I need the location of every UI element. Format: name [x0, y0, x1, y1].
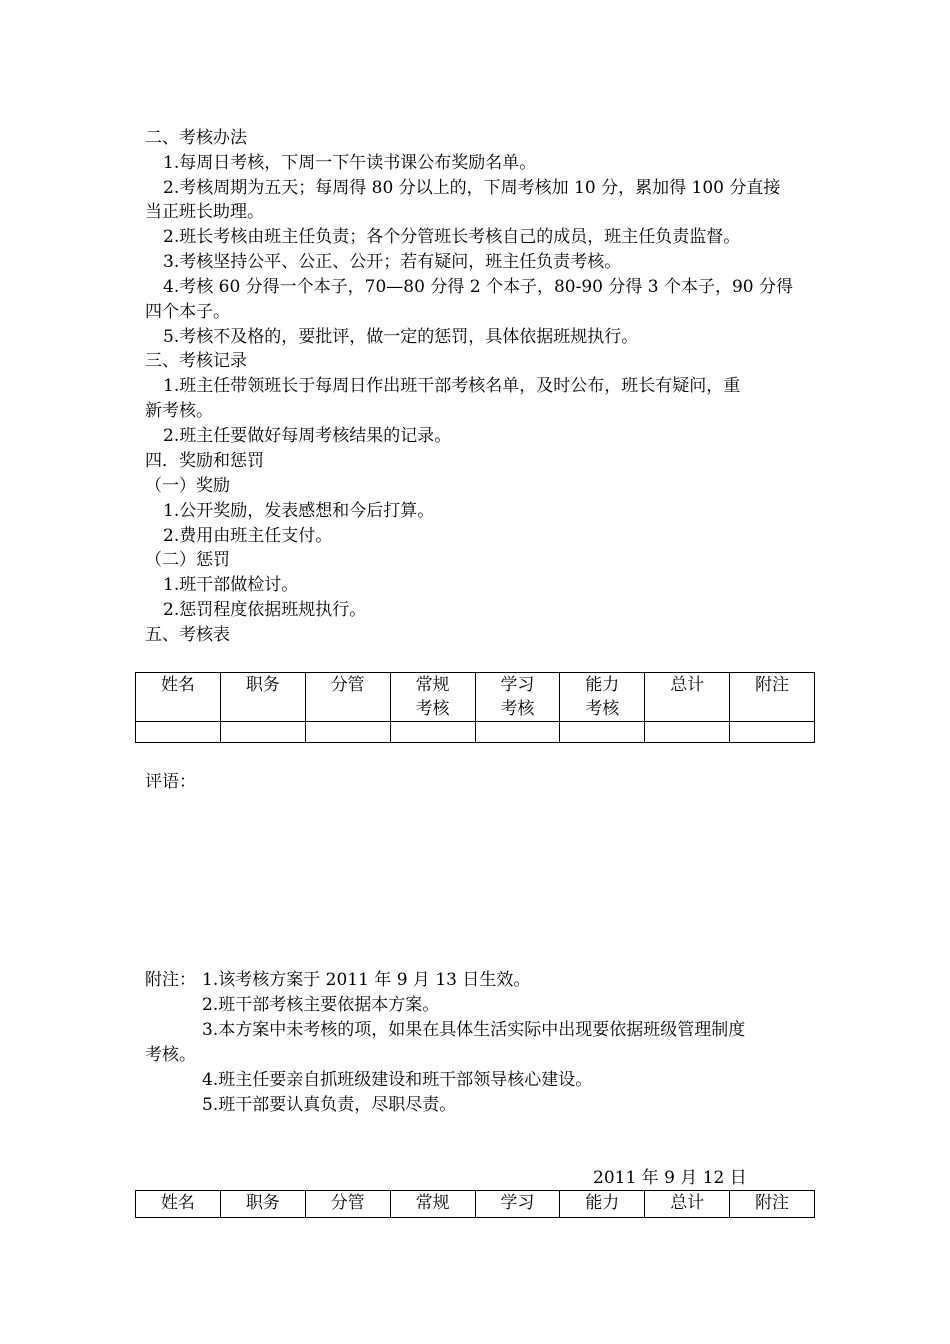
section-5-heading: 五、考核表	[145, 625, 230, 645]
note-item-continued: 考核。	[145, 1045, 196, 1065]
section-2-item: 2.班长考核由班主任负责；各个分管班长考核自己的成员，班主任负责监督。	[163, 227, 741, 247]
section-4-heading: 四．奖励和惩罚	[145, 451, 264, 471]
header-responsibility: 分管	[305, 673, 390, 722]
section-3-item-continued: 新考核。	[145, 401, 213, 421]
section-2-item: 5.考核不及格的，要批评，做一定的惩罚，具体依据班规执行。	[163, 327, 639, 347]
table-cell[interactable]	[560, 722, 645, 743]
document-date: 2011 年 9 月 12 日	[593, 1168, 747, 1188]
notes-label: 附注：	[145, 970, 196, 990]
section-2-item-continued: 四个本子。	[145, 302, 230, 322]
section-2-heading: 二、考核办法	[145, 128, 247, 148]
penalty-item: 1.班干部做检讨。	[163, 575, 299, 595]
note-item: 2.班干部考核主要依据本方案。	[202, 995, 440, 1015]
header-study: 学习	[475, 1191, 560, 1218]
table-cell[interactable]	[220, 722, 305, 743]
header-ability: 能力	[560, 1191, 645, 1218]
section-2-item: 3.考核坚持公平、公正、公开；若有疑问，班主任负责考核。	[163, 252, 622, 272]
header-total: 总计	[645, 1191, 730, 1218]
table-cell[interactable]	[136, 722, 221, 743]
assessment-table	[135, 672, 815, 743]
comment-label: 评语：	[145, 772, 196, 792]
header-routine: 常规	[390, 1191, 475, 1218]
header-name: 姓名	[136, 1191, 221, 1218]
note-item: 1.该考核方案于 2011 年 9 月 13 日生效。	[202, 970, 531, 990]
table-header-row	[136, 673, 815, 722]
header-remarks: 附注	[730, 673, 815, 722]
section-2-item-continued: 当正班长助理。	[145, 202, 264, 222]
note-item: 4.班主任要亲自抓班级建设和班干部领导核心建设。	[202, 1070, 593, 1090]
table-cell[interactable]	[475, 722, 560, 743]
section-2-item: 1.每周日考核，下周一下午读书课公布奖励名单。	[163, 153, 537, 173]
header-total: 总计	[645, 673, 730, 722]
reward-item: 1.公开奖励，发表感想和今后打算。	[163, 501, 435, 521]
assessment-table-2	[135, 1190, 815, 1218]
header-routine-assessment: 常规 考核	[390, 673, 475, 722]
table-row	[136, 722, 815, 743]
table-header-row	[136, 1191, 815, 1218]
reward-item: 2.费用由班主任支付。	[163, 526, 333, 546]
header-name: 姓名	[136, 673, 221, 722]
note-item: 3.本方案中未考核的项，如果在具体生活实际中出现要依据班级管理制度	[202, 1020, 746, 1040]
table-cell[interactable]	[390, 722, 475, 743]
section-2-item: 2.考核周期为五天；每周得 80 分以上的，下周考核加 10 分，累加得 100 分直接	[163, 178, 781, 198]
header-position: 职务	[220, 673, 305, 722]
section-2-item: 4.考核 60 分得一个本子，70—80 分得 2 个本子，80-90 分得 3 个本子，90 分得	[163, 277, 794, 297]
header-remarks: 附注	[730, 1191, 815, 1218]
table-cell[interactable]	[305, 722, 390, 743]
reward-heading: （一）奖励	[145, 476, 230, 496]
section-3-heading: 三、考核记录	[145, 351, 247, 371]
table-cell[interactable]	[645, 722, 730, 743]
penalty-heading: （二）惩罚	[145, 550, 230, 570]
section-3-item: 1.班主任带领班长于每周日作出班干部考核名单，及时公布，班长有疑问，重	[163, 376, 741, 396]
header-responsibility: 分管	[305, 1191, 390, 1218]
header-position: 职务	[220, 1191, 305, 1218]
header-ability-assessment: 能力 考核	[560, 673, 645, 722]
penalty-item: 2.惩罚程度依据班规执行。	[163, 600, 367, 620]
table-cell[interactable]	[730, 722, 815, 743]
header-study-assessment: 学习 考核	[475, 673, 560, 722]
section-3-item: 2.班主任要做好每周考核结果的记录。	[163, 426, 452, 446]
note-item: 5.班干部要认真负责，尽职尽责。	[202, 1095, 457, 1115]
